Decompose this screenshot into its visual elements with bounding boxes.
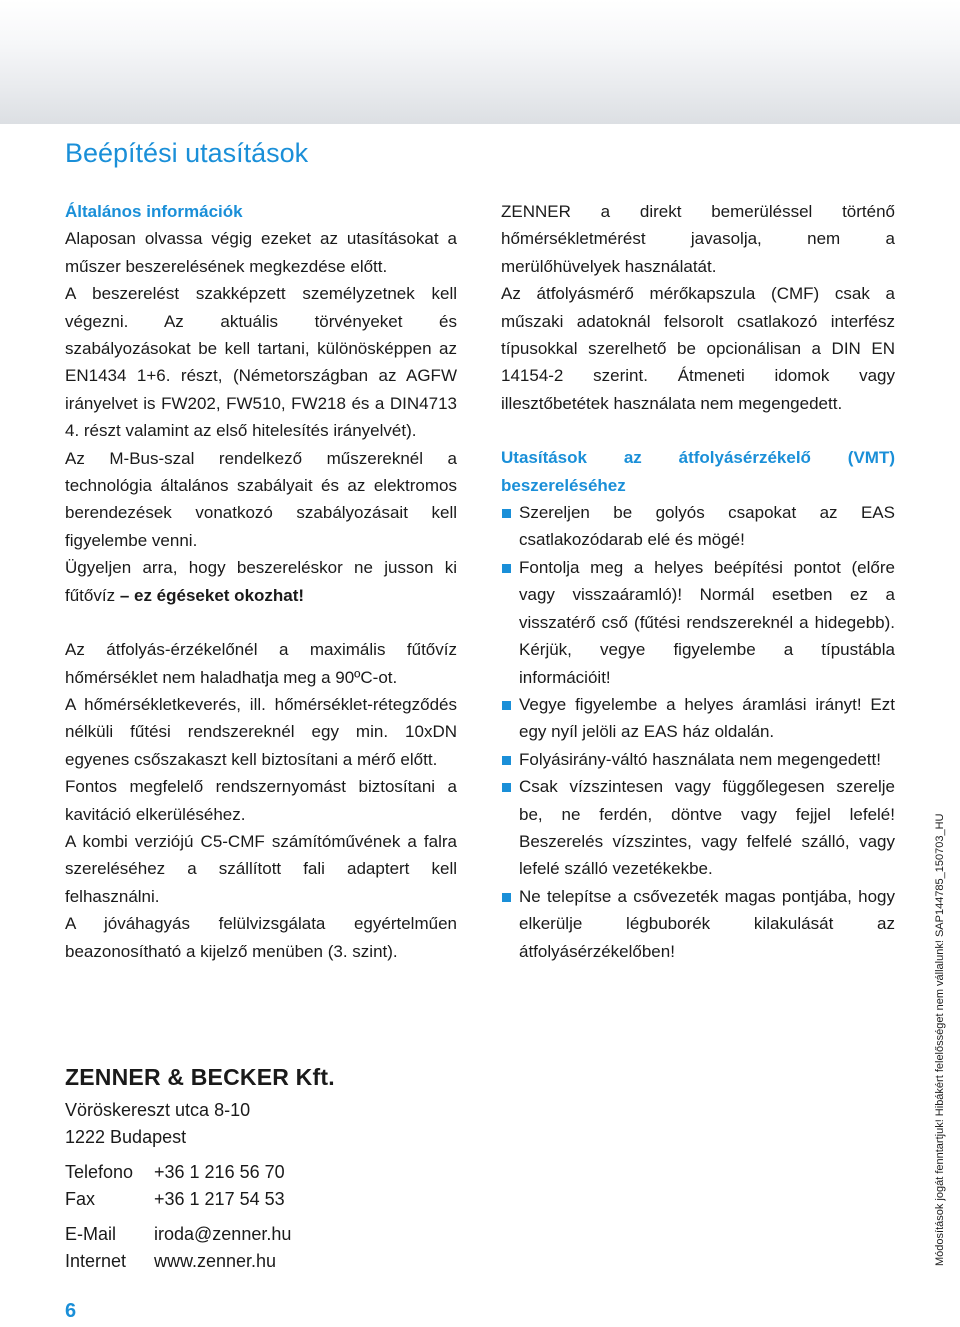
warning-emphasis: – ez égéseket okozhat! [119, 585, 305, 605]
email-label: E-Mail [65, 1224, 117, 1244]
right-column [501, 198, 895, 965]
company-street: Vöröskereszt utca 8-10 [65, 1100, 251, 1120]
warning-text: Ügyeljen arra, hogy beszereléskor ne jusson ki fűtővíz [65, 558, 457, 605]
list-item: Csak vízszintesen vagy függőlegesen szerelje be, ne ferdén, döntve vagy fejjel lefelé! Beszerelés vízszintes, vagy felfelé szálló, vagy lefelé szálló vezetékekbe. [501, 773, 895, 883]
page-number: 6 [65, 1300, 77, 1322]
company-name: ZENNER & BECKER Kft. [65, 1064, 335, 1090]
company-city: 1222 Budapest [65, 1127, 187, 1147]
square-bullet-icon [502, 783, 511, 792]
company-contact-block [65, 1064, 335, 1275]
paragraph-max-temperature: Az átfolyás-érzékelőnél a maximális fűtővíz hőmérséklet nem haladhatja meg a 90ºC-ot. [65, 640, 457, 687]
square-bullet-icon [502, 893, 511, 902]
paragraph-cmf-capsule: Az átfolyásmérő mérőkapszula (CMF) csak a műszaki adatoknál felsorolt csatlakozó interfész típusokkal szerelhető be opcionálisan a DIN EN 14154-2 szerint. Átmeneti idomok vagy illesztőbetétek használata nem megengedett. [501, 284, 895, 413]
paragraph-read-instructions: Alaposan olvassa végig ezeket az utasításokat a műszer beszerelésének megkezdése előtt. [65, 229, 457, 276]
phone-label: Telefono [65, 1162, 134, 1182]
phone-value: +36 1 216 56 70 [154, 1162, 285, 1182]
left-column [65, 198, 457, 965]
square-bullet-icon [502, 701, 511, 710]
web-value: www.zenner.hu [154, 1251, 277, 1271]
paragraph-system-pressure: Fontos megfelelő rendszernyomást biztosítani a kavitáció elkerüléséhez. [65, 777, 457, 824]
paragraph-wall-adapter: A kombi verziójú C5-CMF számítóművének a falra szereléséhez a szállított fali adaptert kell felhasználni. [65, 831, 457, 906]
side-disclaimer: Módosítások jogát fenntartjuk! Hibákért felelősséget nem vállalunk! SAP144785_150703_HU [934, 813, 946, 1266]
page-title: Beépítési utasítások [65, 138, 309, 168]
general-info-heading: Általános információk [65, 202, 243, 221]
list-item: Folyásirány-váltó használata nem megengedett! [501, 746, 895, 773]
fax-value: +36 1 217 54 53 [154, 1189, 285, 1209]
email-value: iroda@zenner.hu [154, 1224, 292, 1244]
list-item: Ne telepítse a csővezeték magas pontjába, hogy elkerülje légbuborék kilakulását az átfolyásérzékelőben! [501, 883, 895, 965]
fax-label: Fax [65, 1189, 96, 1209]
paragraph-qualified-staff: A beszerelést szakképzett személyzetnek kell végezni. Az aktuális törvényeket és szabályozásokat be kell tartani, különösképpen az EN1434 1+6. részt, (Németországban az AGFW irányelvet is FW202, FW510, FW218 és a DIN4713 4. részt valamint az első hitelesítés irányelvét). [65, 284, 457, 441]
paragraph-hot-water-warning [65, 554, 457, 609]
paragraph-direct-immersion: ZENNER a direkt bemerüléssel történő hőmérsékletmérést javasolja, nem a merülőhüvelyek használatát. [501, 202, 895, 276]
header-band [0, 0, 960, 124]
web-label: Internet [65, 1251, 127, 1271]
square-bullet-icon [502, 509, 511, 518]
list-item: Szereljen be golyós csapokat az EAS csatlakozódarab elé és mögé! [501, 499, 895, 554]
paragraph-straight-pipe: A hőmérsékletkeverés, ill. hőmérséklet-rétegződés nélküli fűtési rendszereknél egy min. 10xDN egyenes csőszakaszt kell biztosítani a mérő előtt. [65, 694, 457, 769]
square-bullet-icon [502, 564, 511, 573]
install-bullet-list [501, 499, 895, 965]
paragraph-approval-check: A jóváhagyás felülvizsgálata egyértelműen beazonosítható a kijelző menüben (3. szint). [65, 914, 457, 961]
email-web-group [65, 1221, 335, 1275]
list-item: Vegye figyelembe a helyes áramlási irányt! Ezt egy nyíl jelöli az EAS ház oldalán. [501, 691, 895, 746]
square-bullet-icon [502, 756, 511, 765]
phone-fax-group [65, 1159, 335, 1213]
paragraph-mbus: Az M-Bus-szal rendelkező műszereknél a technológia általános szabályait és az elektromos berendezések vonatkozó szabályozásait kell figyelembe venni. [65, 448, 457, 550]
vmt-install-heading: Utasítások az átfolyásérzékelő (VMT) beszereléséhez [501, 448, 895, 495]
list-item: Fontolja meg a helyes beépítési pontot (előre vagy visszaáramló)! Normál esetben ez a visszatérő cső (fűtési rendszereknél a hidegebb). Kérjük, vegye figyelembe a típustábla információit! [501, 554, 895, 691]
